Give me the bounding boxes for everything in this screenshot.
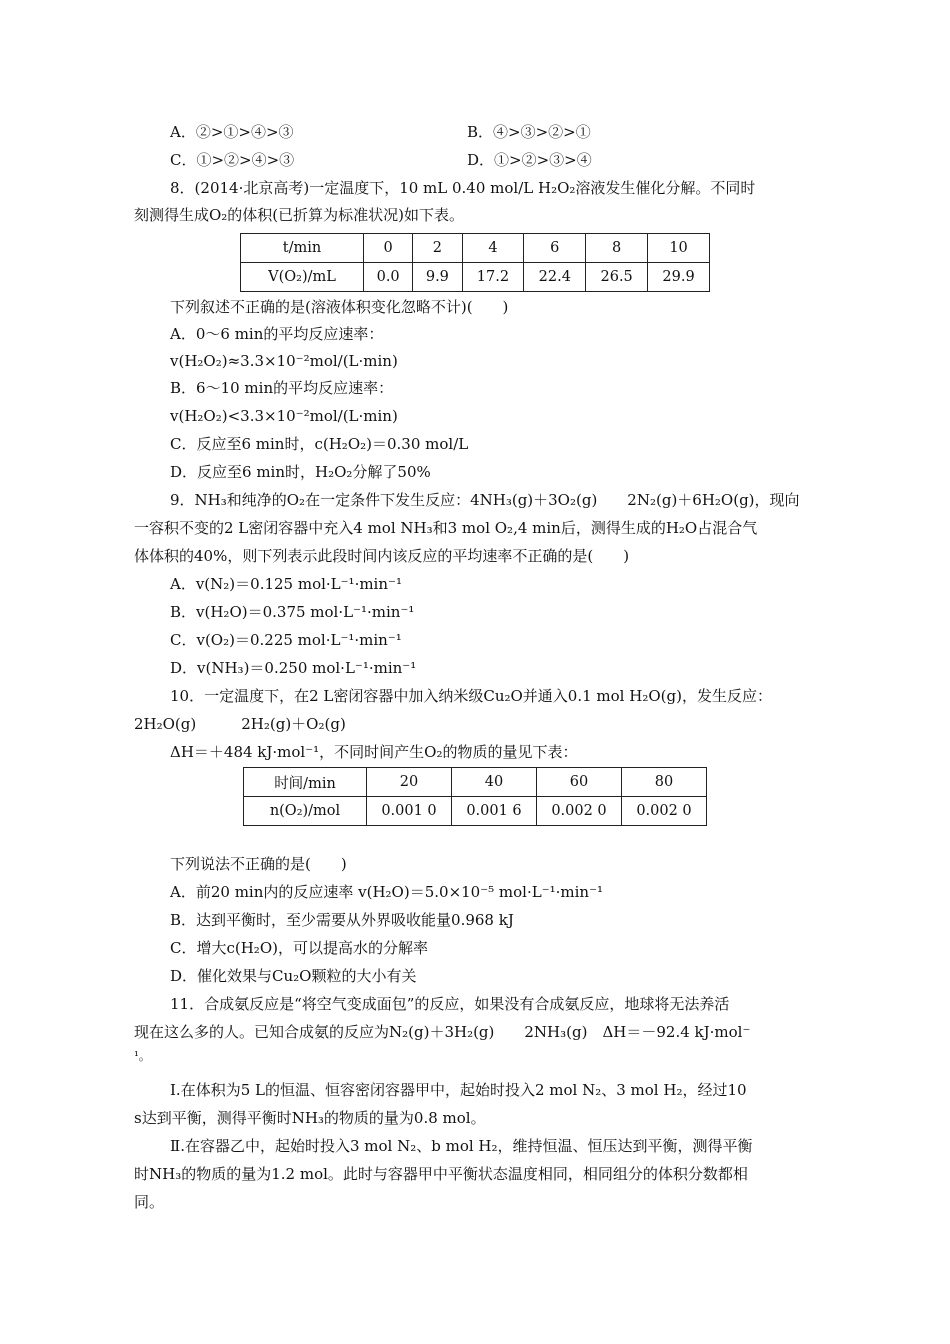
q9-stem-line3: 体体积的40%，则下列表示此段时间内该反应的平均速率不正确的是( )	[134, 547, 630, 565]
q10-option-a: A．前20 min内的反应速率 v(H₂O)＝5.0×10⁻⁵ mol·L⁻¹·min⁻¹	[170, 883, 604, 901]
q11-part1-line1: Ⅰ.在体积为5 L的恒温、恒容密闭容器甲中，起始时投入2 mol N₂、3 mol H₂，经过10	[170, 1081, 747, 1099]
q11-stem-line2: 现在这么多的人。已知合成氨的反应为N₂(g)＋3H₂(g) 2NH₃(g) ΔH＝－92.4 kJ·mol⁻	[134, 1023, 751, 1041]
q8-table-cell: 9.9	[413, 263, 462, 292]
q10-option-c: C．增大c(H₂O)，可以提高水的分解率	[170, 939, 428, 957]
q10-table-cell: 0.002 0	[622, 797, 707, 826]
q10-question: 下列说法不正确的是( )	[170, 855, 347, 873]
q8-table-cell: 2	[413, 234, 462, 263]
q8-option-b: B．6～10 min的平均反应速率：	[170, 379, 394, 397]
q10-table-header-amount: n(O₂)/mol	[244, 797, 367, 826]
q10-table-cell: 60	[537, 768, 622, 797]
q8-table-cell: 10	[648, 234, 710, 263]
q11-stem-line1: 11．合成氨反应是“将空气变成面包”的反应，如果没有合成氨反应，地球将无法养活	[170, 995, 730, 1013]
q10-table-row-time	[244, 768, 707, 797]
q11-stem-line3: ¹。	[134, 1049, 151, 1063]
q8-table-cell: 8	[586, 234, 648, 263]
q7-option-b: B．④>③>②>①	[467, 123, 591, 141]
q10-option-d: D．催化效果与Cu₂O颗粒的大小有关	[170, 967, 417, 985]
q10-table-cell: 0.001 0	[367, 797, 452, 826]
q8-option-a: A．0～6 min的平均反应速率：	[170, 325, 384, 343]
q7-option-c: C．①>②>④>③	[170, 151, 295, 169]
q8-option-b-formula: v(H₂O₂)<3.3×10⁻²mol/(L·min)	[170, 407, 398, 425]
q10-stem-line1: 10．一定温度下，在2 L密闭容器中加入纳米级Cu₂O并通入0.1 mol H₂O(g)，发生反应：	[170, 687, 772, 705]
q8-data-table	[240, 233, 710, 292]
q10-stem-line3: ΔH＝＋484 kJ·mol⁻¹，不同时间产生O₂的物质的量见下表：	[170, 743, 578, 761]
q8-table-cell: 22.4	[524, 263, 586, 292]
q10-table-cell: 20	[367, 768, 452, 797]
q11-part1-line2: s达到平衡，测得平衡时NH₃的物质的量为0.8 mol。	[134, 1109, 486, 1127]
q10-stem-line2: 2H₂O(g) 2H₂(g)＋O₂(g)	[134, 715, 346, 733]
q8-table-row-time	[241, 234, 710, 263]
q8-option-c: C．反应至6 min时，c(H₂O₂)＝0.30 mol/L	[170, 435, 469, 453]
q8-table-cell: 0.0	[364, 263, 413, 292]
q10-table-cell: 0.001 6	[452, 797, 537, 826]
q8-table-header-time: t/min	[241, 234, 364, 263]
q8-table-cell: 29.9	[648, 263, 710, 292]
q9-option-a: A．v(N₂)＝0.125 mol·L⁻¹·min⁻¹	[170, 575, 402, 593]
q10-table-cell: 40	[452, 768, 537, 797]
q9-option-c: C．v(O₂)＝0.225 mol·L⁻¹·min⁻¹	[170, 631, 402, 649]
q8-table-cell: 6	[524, 234, 586, 263]
q10-table-row-amount	[244, 797, 707, 826]
q8-table-cell: 4	[462, 234, 524, 263]
q7-option-d: D．①>②>③>④	[467, 151, 592, 169]
q10-table-header-time: 时间/min	[244, 768, 367, 797]
q9-option-d: D．v(NH₃)＝0.250 mol·L⁻¹·min⁻¹	[170, 659, 417, 677]
q8-table-cell: 26.5	[586, 263, 648, 292]
q10-data-table	[243, 767, 707, 826]
q8-stem-line1: 8．(2014·北京高考)一定温度下，10 mL 0.40 mol/L H₂O₂溶液发生催化分解。不同时	[170, 179, 756, 197]
q10-table-cell: 80	[622, 768, 707, 797]
q10-option-b: B．达到平衡时，至少需要从外界吸收能量0.968 kJ	[170, 911, 514, 929]
q10-table-cell: 0.002 0	[537, 797, 622, 826]
q8-table-row-volume	[241, 263, 710, 292]
q9-option-b: B．v(H₂O)＝0.375 mol·L⁻¹·min⁻¹	[170, 603, 415, 621]
q11-part2-line1: Ⅱ.在容器乙中，起始时投入3 mol N₂、b mol H₂，维持恒温、恒压达到平衡，测得平衡	[170, 1137, 753, 1155]
q9-stem-line2: 一容积不变的2 L密闭容器中充入4 mol NH₃和3 mol O₂,4 min后，测得生成的H₂O占混合气	[134, 519, 758, 537]
q7-option-a: A．②>①>④>③	[170, 123, 294, 141]
q9-stem-line1: 9．NH₃和纯净的O₂在一定条件下发生反应：4NH₃(g)＋3O₂(g) 2N₂(g)＋6H₂O(g)，现向	[170, 491, 800, 509]
q8-table-header-volume: V(O₂)/mL	[241, 263, 364, 292]
q8-table-cell: 0	[364, 234, 413, 263]
q8-option-d: D．反应至6 min时，H₂O₂分解了50%	[170, 463, 431, 481]
q8-option-a-formula: v(H₂O₂)≈3.3×10⁻²mol/(L·min)	[170, 352, 398, 370]
q8-table-cell: 17.2	[462, 263, 524, 292]
q8-stem-line2: 刻测得生成O₂的体积(已折算为标准状况)如下表。	[134, 206, 465, 224]
q11-part2-line3: 同。	[134, 1193, 165, 1211]
q8-question: 下列叙述不正确的是(溶液体积变化忽略不计)( )	[170, 298, 509, 316]
q11-part2-line2: 时NH₃的物质的量为1.2 mol。此时与容器甲中平衡状态温度相同，相同组分的体积分数都相	[134, 1165, 748, 1183]
